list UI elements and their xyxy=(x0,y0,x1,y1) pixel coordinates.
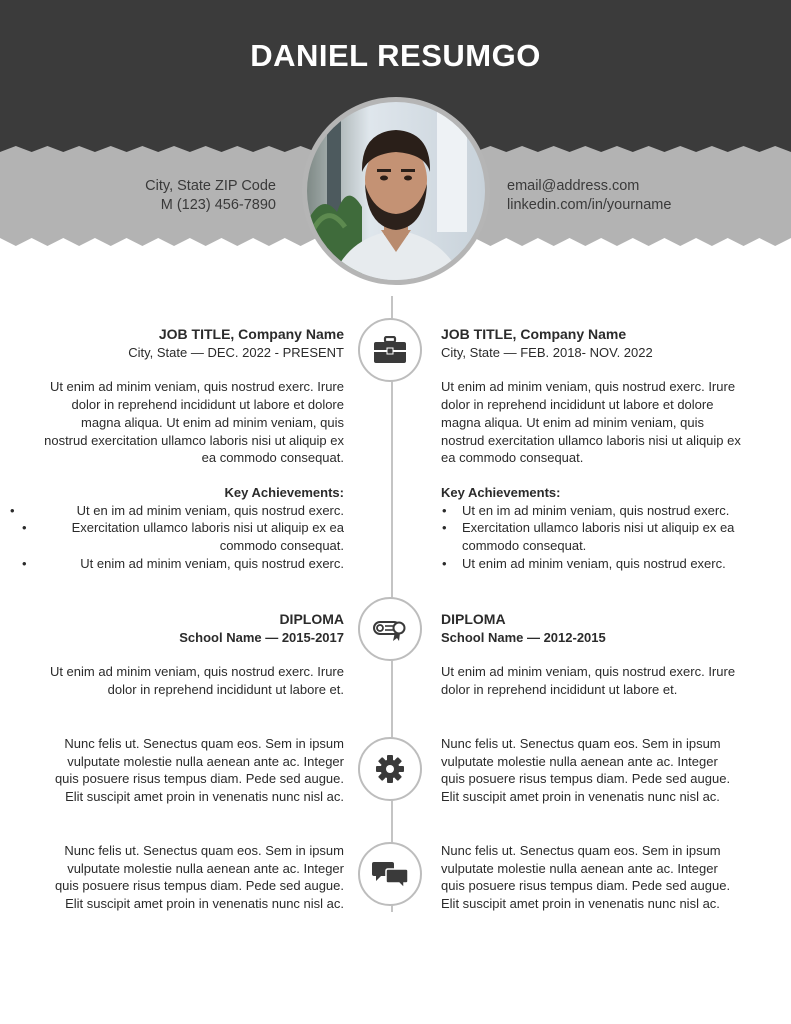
profile-photo-frame xyxy=(302,97,490,285)
experience-entry-left xyxy=(10,326,344,572)
achievement-item: • Ut en im ad minim veniam, quis nostrud exerc. xyxy=(10,502,344,518)
candidate-name: DANIEL RESUMGO xyxy=(250,38,541,73)
skills-text-left: Nunc felis ut. Senectus quam eos. Sem in ipsum vulputate molestie nulla aenean ante ac. Integer quis posuere risus tempus diam. Pede sed augue. Elit suscipit amet proin in venenatis nunc nisl ac. xyxy=(54,736,344,805)
bullet-icon: • xyxy=(22,555,27,571)
chat-bubbles-icon xyxy=(372,860,408,888)
other-text-right: Nunc felis ut. Senectus quam eos. Sem in ipsum vulputate molestie nulla aenean ante ac. Integer quis posuere risus tempus diam. Pede sed augue. Elit suscipit amet proin in venenatis nunc nisl ac. xyxy=(441,843,731,912)
skills-text-right: Nunc felis ut. Senectus quam eos. Sem in ipsum vulputate molestie nulla aenean ante ac. Integer quis posuere risus tempus diam. Pede sed augue. Elit suscipit amet proin in venenatis nunc nisl ac. xyxy=(441,736,731,805)
linkedin-text: linkedin.com/in/yourname xyxy=(507,197,672,213)
achievement-item: • Exercitation ullamco laboris nisi ut aliquip ex ea commodo consequat. xyxy=(442,520,735,554)
job-title: JOB TITLE, Company Name xyxy=(441,326,627,342)
profile-photo xyxy=(307,102,485,280)
timeline-node-experience xyxy=(358,318,422,382)
experience-entry-right xyxy=(441,326,741,572)
job-meta: City, State — FEB. 2018- NOV. 2022 xyxy=(441,344,653,360)
education-description: Ut enim ad minim veniam, quis nostrud exerc. Irure dolor in reprehend incididunt ut labore et. xyxy=(49,664,344,698)
achievements-heading: Key Achievements: xyxy=(224,484,344,500)
other-text-left: Nunc felis ut. Senectus quam eos. Sem in ipsum vulputate molestie nulla aenean ante ac. Integer quis posuere risus tempus diam. Pede sed augue. Elit suscipit amet proin in venenatis nunc nisl ac. xyxy=(54,843,344,912)
bullet-icon: • xyxy=(442,502,447,518)
job-description: Ut enim ad minim veniam, quis nostrud exerc. Irure dolor in reprehend incididunt ut labore et dolore magna aliqua. Ut enim ad minim veniam, quis nostrud exercitation ullamco laboris nisi ut aliquip ex ea commodo consequat. xyxy=(44,379,344,466)
achievements-list xyxy=(10,502,344,573)
education-entry-left xyxy=(44,611,344,699)
achievement-item: • Ut enim ad minim veniam, quis nostrud exerc. xyxy=(22,555,344,571)
education-description: Ut enim ad minim veniam, quis nostrud exerc. Irure dolor in reprehend incididunt ut labore et. xyxy=(441,664,736,698)
briefcase-icon xyxy=(373,336,407,364)
school-meta: School Name — 2015-2017 xyxy=(179,629,344,645)
timeline-node-education xyxy=(358,597,422,661)
job-description: Ut enim ad minim veniam, quis nostrud exerc. Irure dolor in reprehend incididunt ut labore et dolore magna aliqua. Ut enim ad minim veniam, quis nostrud exercitation ullamco laboris nisi ut aliquip ex ea commodo consequat. xyxy=(441,379,741,466)
bullet-icon: • xyxy=(442,520,447,536)
contact-left xyxy=(145,177,276,215)
phone-text: M (123) 456-7890 xyxy=(160,197,276,213)
gear-icon xyxy=(375,754,405,784)
diploma-icon xyxy=(371,616,409,642)
achievements-list xyxy=(441,502,741,573)
achievement-item: • Exercitation ullamco laboris nisi ut aliquip ex ea commodo consequat. xyxy=(22,520,344,554)
contact-right xyxy=(507,177,671,215)
achievement-item: • Ut en im ad minim veniam, quis nostrud exerc. xyxy=(442,502,730,518)
timeline-node-skills xyxy=(358,737,422,801)
job-title: JOB TITLE, Company Name xyxy=(158,326,344,342)
timeline-node-other xyxy=(358,842,422,906)
school-meta: School Name — 2012-2015 xyxy=(441,629,606,645)
degree-title: DIPLOMA xyxy=(441,611,506,627)
education-entry-right xyxy=(441,611,741,699)
achievements-heading: Key Achievements: xyxy=(441,484,561,500)
bullet-icon: • xyxy=(22,520,27,536)
address-text: City, State ZIP Code xyxy=(145,178,276,194)
degree-title: DIPLOMA xyxy=(279,611,344,627)
bullet-icon: • xyxy=(10,502,15,518)
bullet-icon: • xyxy=(442,555,447,571)
achievement-item: • Ut enim ad minim veniam, quis nostrud exerc. xyxy=(442,555,726,571)
job-meta: City, State — DEC. 2022 - PRESENT xyxy=(128,344,344,360)
email-text: email@address.com xyxy=(507,178,640,194)
